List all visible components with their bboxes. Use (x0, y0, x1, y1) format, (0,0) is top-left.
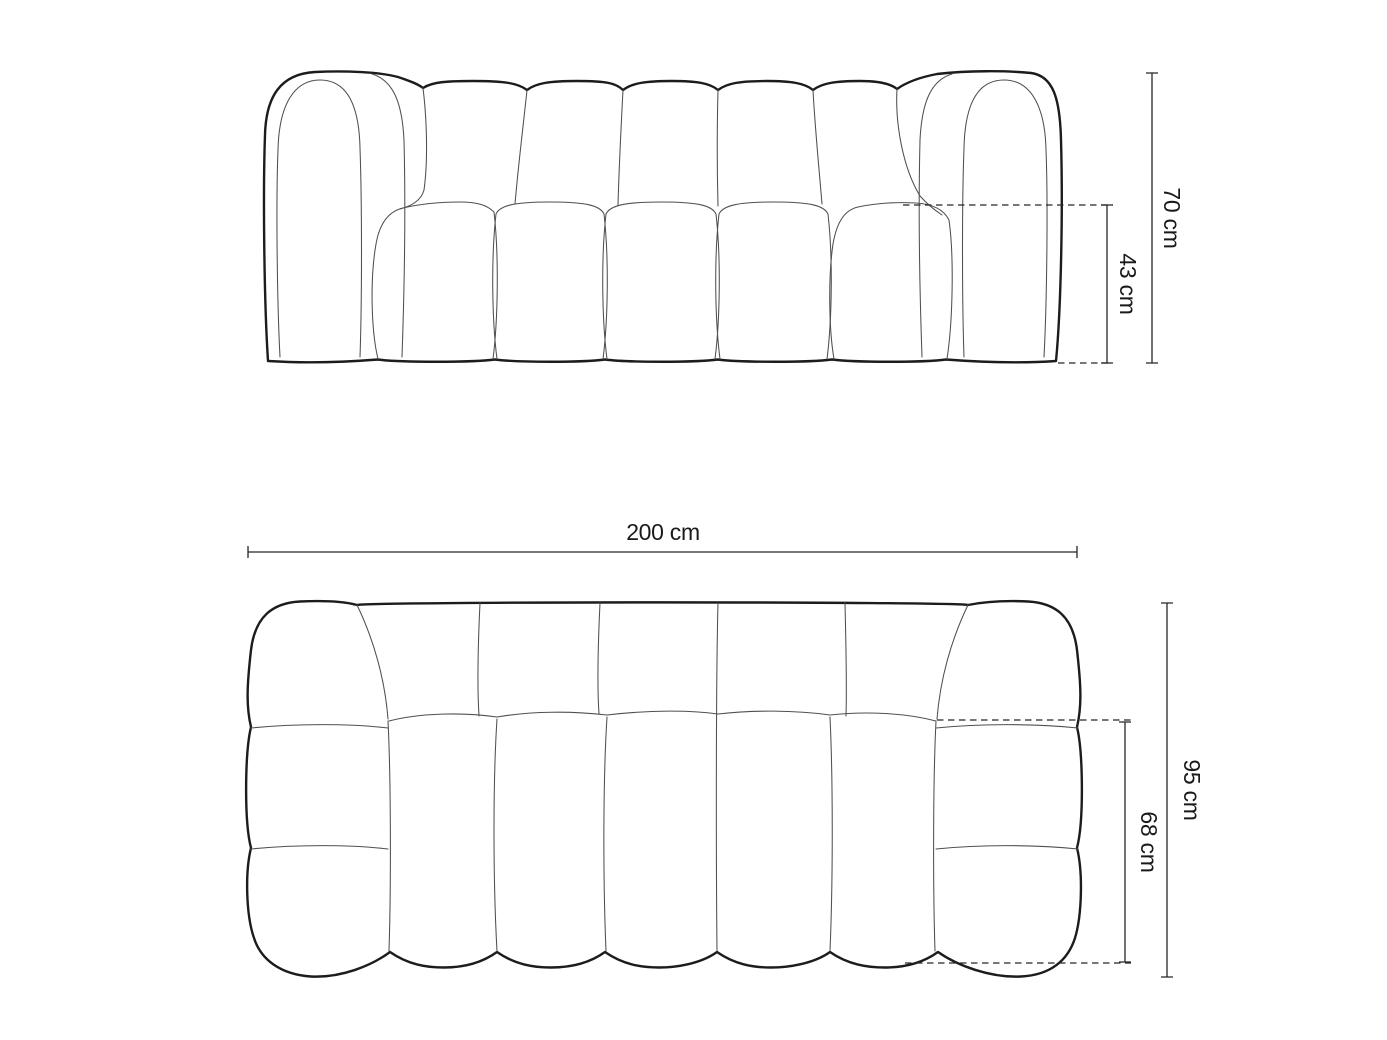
seat-depth-label: 68 cm (1136, 811, 1162, 873)
top-left-arm-back-transition-line (357, 605, 388, 719)
front-outline (264, 71, 1062, 362)
top-overall-width-dim-line (248, 546, 1077, 558)
top-seat-depth-dim-line (1119, 722, 1131, 962)
top-left-arm-row-divider-2 (251, 846, 388, 849)
top-back-channel-divider-3 (845, 603, 846, 716)
front-view-drawing (264, 71, 1062, 362)
top-overall-depth-dim-line (1161, 603, 1173, 977)
front-left-arm-face-line (277, 80, 362, 357)
overall-width-label: 200 cm (626, 519, 700, 545)
front-right-arm-face-line (963, 80, 1048, 357)
seat-height-label: 43 cm (1115, 253, 1141, 315)
front-seat-cushion-2 (493, 202, 608, 359)
front-seat-cushion-4 (716, 202, 832, 359)
top-back-channel-divider-1 (478, 603, 480, 716)
top-back-channel-divider-2 (598, 603, 600, 714)
top-right-arm-back-transition-line (937, 605, 968, 719)
top-left-arm-row-divider-1 (251, 725, 388, 728)
top-left-arm-inner-edge (388, 721, 390, 951)
front-seat-cushion-3 (603, 202, 720, 359)
front-overall-height-dim-line (1146, 73, 1158, 363)
front-right-arm-contour-line (919, 74, 952, 357)
top-seat-channel-divider-1 (494, 719, 497, 951)
overall-height-label: 70 cm (1159, 187, 1185, 249)
top-seat-channel-divider-3 (830, 717, 832, 951)
top-right-arm-row-divider-1 (936, 725, 1078, 728)
front-seat-cushion-1 (372, 202, 497, 359)
top-right-arm-row-divider-2 (936, 846, 1078, 849)
top-backrest-seat-boundary (389, 711, 936, 721)
top-center-channel-divider (716, 603, 718, 951)
top-outline (246, 601, 1082, 976)
top-view-drawing (246, 601, 1082, 976)
front-back-channel-divider-4 (813, 90, 822, 204)
overall-depth-label: 95 cm (1179, 759, 1205, 821)
front-seat-cushion-5 (830, 203, 952, 359)
front-back-channel-divider-2 (618, 90, 623, 205)
front-back-channel-divider-1 (515, 90, 527, 204)
front-seat-height-dim-line (1101, 205, 1113, 363)
top-seat-channel-divider-2 (604, 717, 607, 951)
front-back-channel-divider-3 (717, 90, 718, 206)
top-right-arm-inner-edge (934, 721, 936, 951)
